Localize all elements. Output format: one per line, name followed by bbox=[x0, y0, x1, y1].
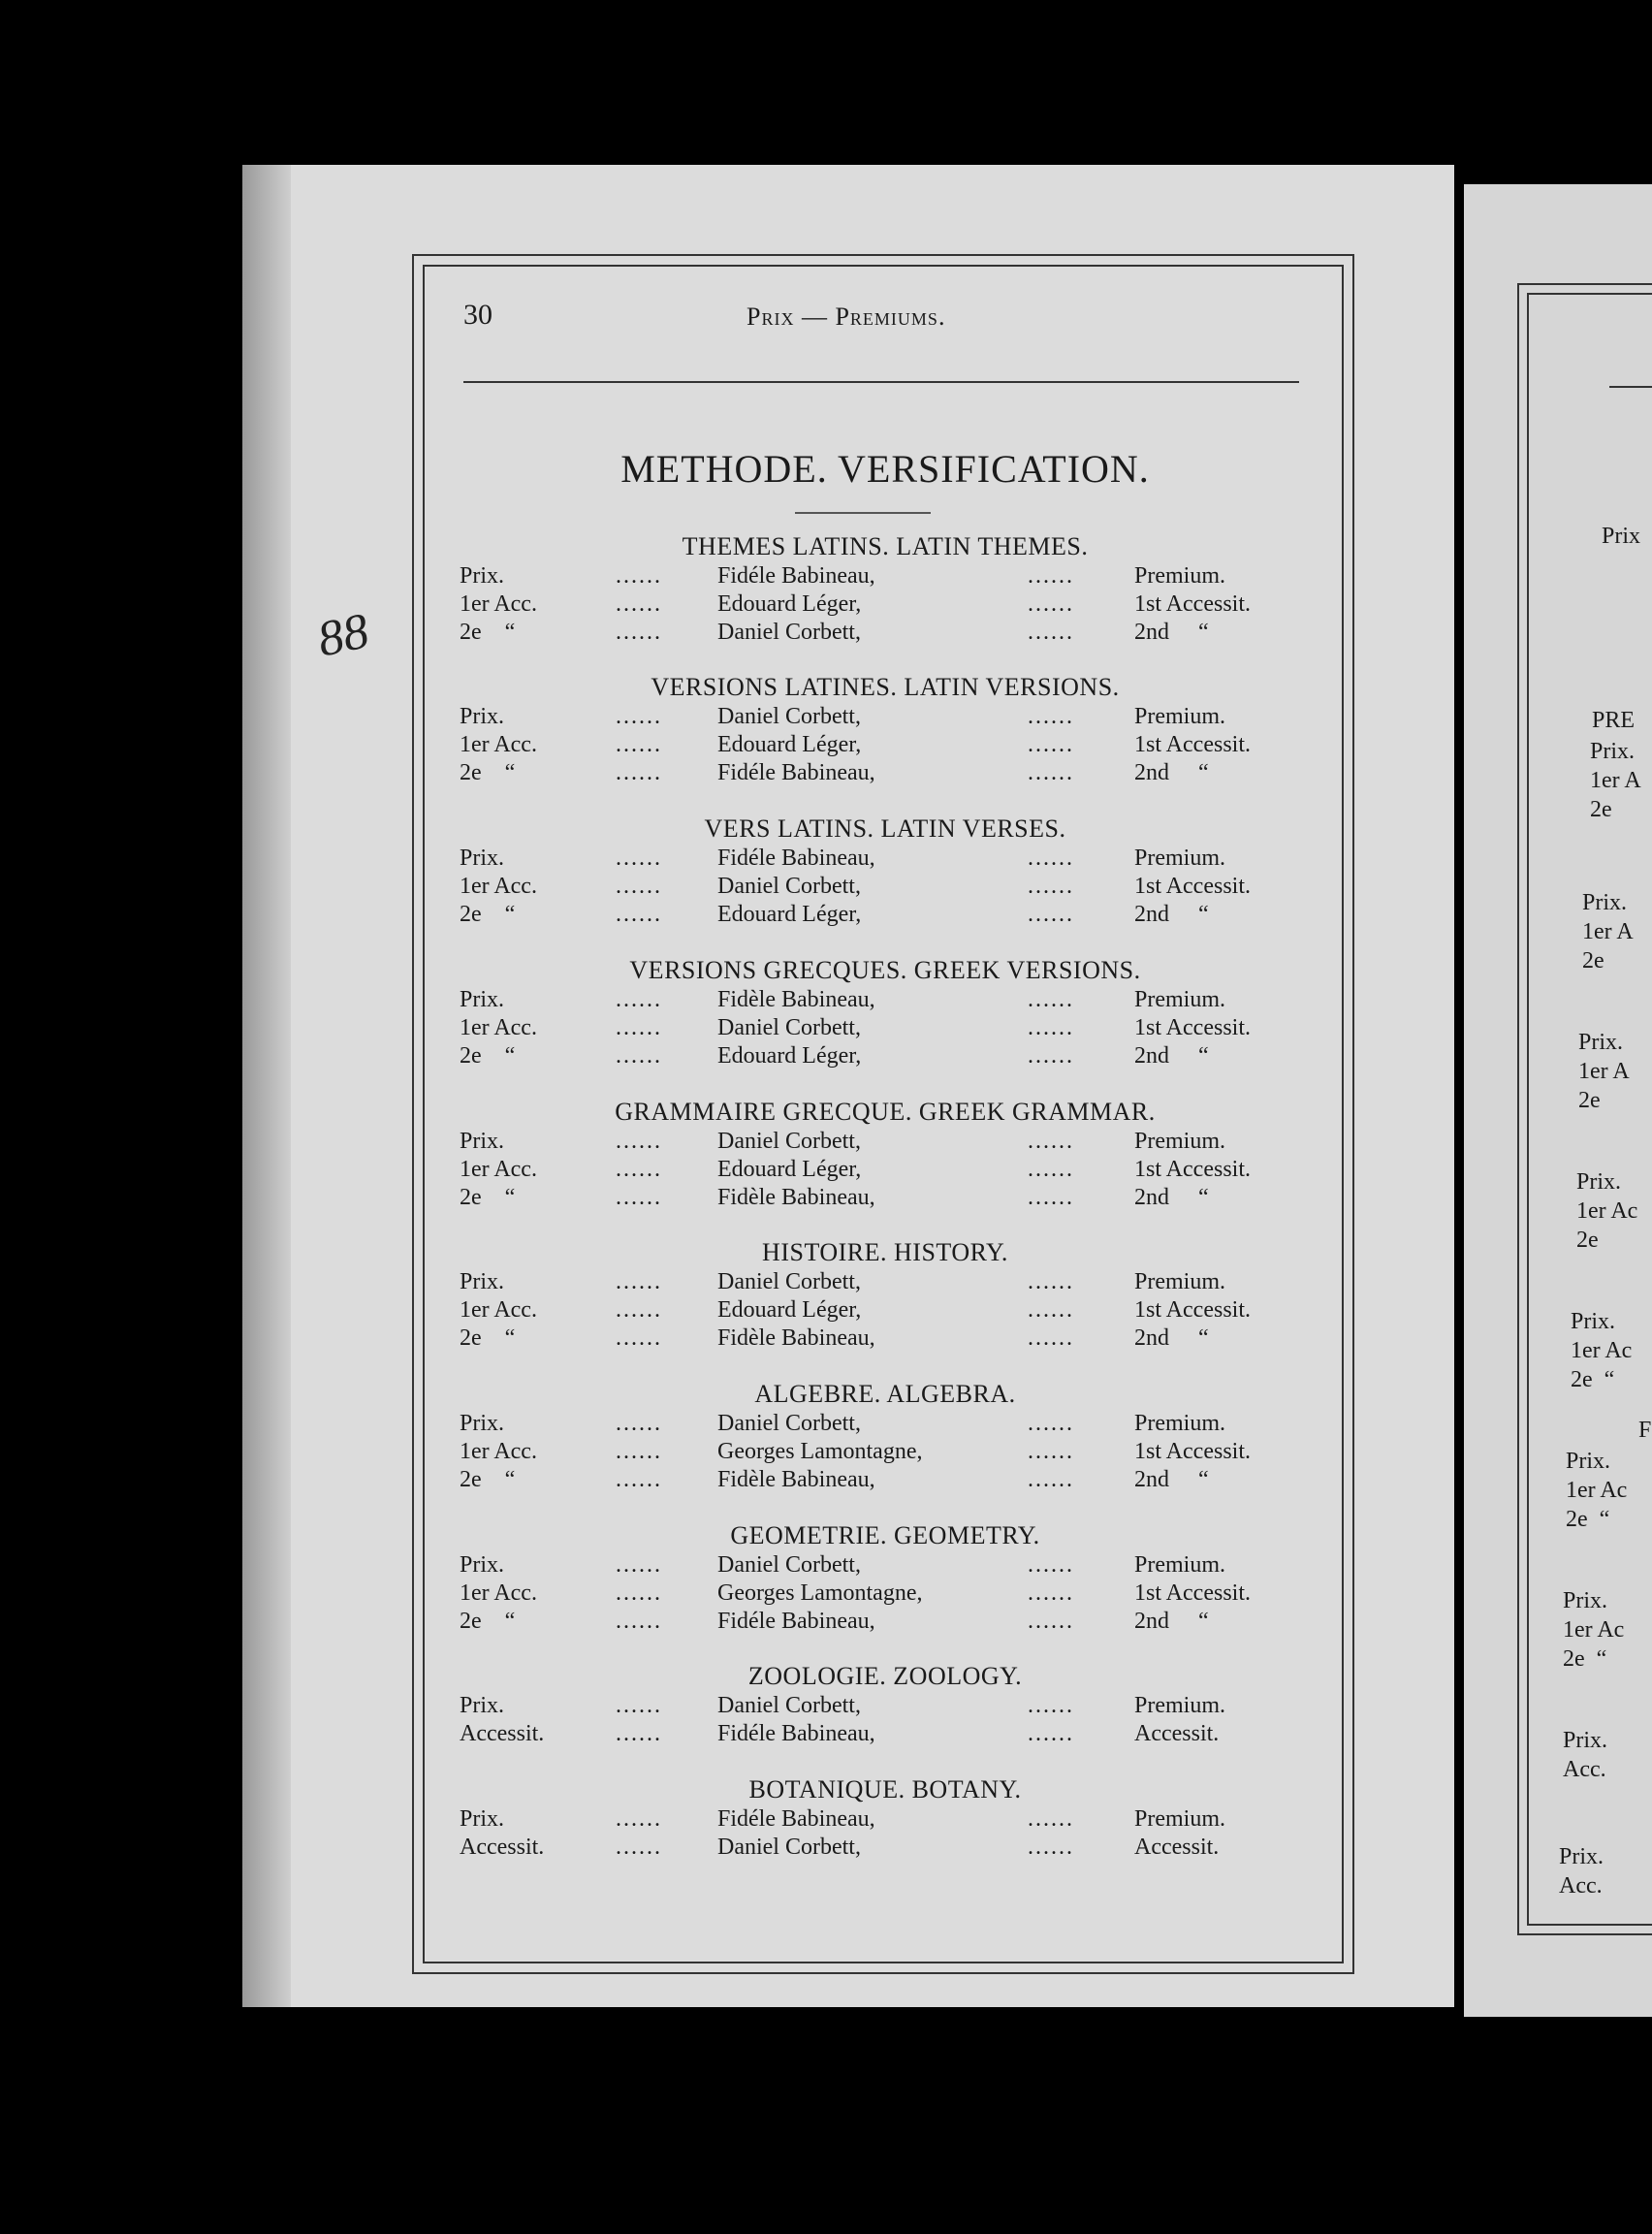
award-section bbox=[427, 814, 1344, 929]
award-en: 1st Accessit. bbox=[1134, 1439, 1251, 1464]
award-en: Premium. bbox=[1134, 563, 1225, 589]
student-name: Fidéle Babineau, bbox=[717, 1806, 875, 1832]
award-en: 1st Accessit. bbox=[1134, 1580, 1251, 1606]
leader-dots: ...... bbox=[1028, 1269, 1074, 1294]
leader-dots: ...... bbox=[616, 704, 662, 729]
award-row bbox=[427, 619, 1344, 647]
award-row bbox=[427, 1156, 1344, 1184]
student-name: Daniel Corbett, bbox=[717, 1269, 861, 1294]
facing-page-entry: Prix. bbox=[1563, 1728, 1608, 1753]
award-section bbox=[427, 955, 1344, 1070]
facing-page-entry: Prix. bbox=[1559, 1844, 1604, 1869]
facing-page-entry: Prix. bbox=[1571, 1309, 1616, 1334]
section-heading: ZOOLOGIE. ZOOLOGY. bbox=[747, 1662, 1023, 1690]
leader-dots: ...... bbox=[616, 1806, 662, 1832]
award-row bbox=[427, 1184, 1344, 1212]
award-row bbox=[427, 1014, 1344, 1042]
facing-page-entry: 2e “ bbox=[1563, 1646, 1607, 1672]
award-fr: 2e “ bbox=[460, 1325, 516, 1351]
section-heading: VERSIONS GRECQUES. GREEK VERSIONS. bbox=[629, 956, 1141, 984]
award-fr: Accessit. bbox=[460, 1835, 545, 1860]
student-name: Daniel Corbett, bbox=[717, 1552, 861, 1578]
award-en: 2nd “ bbox=[1134, 620, 1209, 645]
award-row bbox=[427, 562, 1344, 590]
leader-dots: ...... bbox=[616, 563, 662, 589]
award-en: 2nd “ bbox=[1134, 1609, 1209, 1634]
leader-dots: ...... bbox=[1028, 1806, 1074, 1832]
student-name: Fidéle Babineau, bbox=[717, 1609, 875, 1634]
award-fr: Prix. bbox=[460, 1552, 505, 1578]
facing-page-entry: 2e “ bbox=[1566, 1507, 1610, 1532]
award-fr: 2e “ bbox=[460, 1043, 516, 1069]
award-en: 1st Accessit. bbox=[1134, 874, 1251, 899]
award-row bbox=[427, 1805, 1344, 1834]
facing-page-entry: 2e bbox=[1578, 1088, 1601, 1113]
award-row bbox=[427, 590, 1344, 619]
leader-dots: ...... bbox=[1028, 1609, 1074, 1634]
running-head-separator: — bbox=[794, 303, 836, 331]
section-heading: ALGEBRE. ALGEBRA. bbox=[754, 1380, 1016, 1408]
award-section bbox=[427, 1097, 1344, 1212]
award-row bbox=[427, 1128, 1344, 1156]
leader-dots: ...... bbox=[616, 1693, 662, 1718]
leader-dots: ...... bbox=[1028, 1693, 1074, 1718]
facing-page-entry: Prix. bbox=[1563, 1588, 1608, 1613]
award-en: Accessit. bbox=[1134, 1721, 1220, 1746]
award-row bbox=[427, 1692, 1344, 1720]
facing-page-entry: Prix. bbox=[1582, 890, 1628, 915]
facing-page-entry: Acc. bbox=[1563, 1757, 1606, 1782]
leader-dots: ...... bbox=[616, 987, 662, 1012]
leader-dots: ...... bbox=[616, 1835, 662, 1860]
student-name: Daniel Corbett, bbox=[717, 1411, 861, 1436]
student-name: Daniel Corbett, bbox=[717, 1129, 861, 1154]
facing-page-entry: 1er A bbox=[1582, 919, 1634, 944]
facing-page-entry: 2e bbox=[1582, 948, 1604, 973]
leader-dots: ...... bbox=[616, 620, 662, 645]
leader-dots: ...... bbox=[616, 902, 662, 927]
page-number: 30 bbox=[463, 299, 492, 331]
award-row bbox=[427, 845, 1344, 873]
award-en: 1st Accessit. bbox=[1134, 1297, 1251, 1323]
award-fr: Prix. bbox=[460, 846, 505, 871]
award-row bbox=[427, 986, 1344, 1014]
leader-dots: ...... bbox=[616, 1552, 662, 1578]
student-name: Edouard Léger, bbox=[717, 1043, 862, 1069]
leader-dots: ...... bbox=[1028, 1439, 1074, 1464]
facing-page-entry: 1er Ac bbox=[1563, 1617, 1625, 1643]
award-fr: Prix. bbox=[460, 1411, 505, 1436]
award-en: Accessit. bbox=[1134, 1835, 1220, 1860]
facing-page-entry: F bbox=[1638, 1418, 1652, 1443]
student-name: Fidéle Babineau, bbox=[717, 563, 875, 589]
award-fr: Prix. bbox=[460, 1129, 505, 1154]
award-fr: 2e “ bbox=[460, 1609, 516, 1634]
facing-page-rule bbox=[1609, 386, 1652, 388]
student-name: Edouard Léger, bbox=[717, 1157, 862, 1182]
facing-page-entry: 1er Ac bbox=[1576, 1198, 1638, 1224]
title-rule bbox=[795, 512, 931, 514]
leader-dots: ...... bbox=[616, 1580, 662, 1606]
section-heading: GEOMETRIE. GEOMETRY. bbox=[730, 1521, 1040, 1549]
leader-dots: ...... bbox=[1028, 1043, 1074, 1069]
section-heading: GRAMMAIRE GRECQUE. GREEK GRAMMAR. bbox=[615, 1098, 1156, 1126]
leader-dots: ...... bbox=[1028, 1580, 1074, 1606]
award-en: Premium. bbox=[1134, 1269, 1225, 1294]
leader-dots: ...... bbox=[1028, 732, 1074, 757]
running-head bbox=[747, 303, 945, 332]
leader-dots: ...... bbox=[1028, 1297, 1074, 1323]
running-head-en: Premiums. bbox=[835, 303, 946, 331]
leader-dots: ...... bbox=[616, 1015, 662, 1040]
award-en: Premium. bbox=[1134, 846, 1225, 871]
header-rule bbox=[463, 381, 1299, 383]
award-en: Premium. bbox=[1134, 987, 1225, 1012]
award-section bbox=[427, 1520, 1344, 1636]
leader-dots: ...... bbox=[616, 1269, 662, 1294]
leader-dots: ...... bbox=[1028, 1467, 1074, 1492]
facing-page-entry: 1er Ac bbox=[1571, 1338, 1633, 1363]
award-fr: 1er Acc. bbox=[460, 591, 537, 617]
award-row bbox=[427, 1324, 1344, 1353]
student-name: Daniel Corbett, bbox=[717, 874, 861, 899]
leader-dots: ...... bbox=[616, 1325, 662, 1351]
student-name: Edouard Léger, bbox=[717, 902, 862, 927]
award-en: 2nd “ bbox=[1134, 1185, 1209, 1210]
award-section bbox=[427, 1237, 1344, 1353]
leader-dots: ...... bbox=[616, 1185, 662, 1210]
facing-page-entry: 2e “ bbox=[1571, 1367, 1615, 1392]
award-en: 2nd “ bbox=[1134, 1043, 1209, 1069]
facing-page-entry: Prix bbox=[1602, 524, 1641, 549]
leader-dots: ...... bbox=[616, 591, 662, 617]
student-name: Fidéle Babineau, bbox=[717, 1721, 875, 1746]
award-fr: 1er Acc. bbox=[460, 1157, 537, 1182]
award-section bbox=[427, 1661, 1344, 1748]
leader-dots: ...... bbox=[1028, 620, 1074, 645]
leader-dots: ...... bbox=[616, 1157, 662, 1182]
facing-page-entry: Prix. bbox=[1578, 1030, 1624, 1055]
award-row bbox=[427, 1042, 1344, 1070]
student-name: Daniel Corbett, bbox=[717, 704, 861, 729]
leader-dots: ...... bbox=[1028, 760, 1074, 785]
section-heading: HISTOIRE. HISTORY. bbox=[762, 1238, 1008, 1266]
student-name: Fidèle Babineau, bbox=[717, 1467, 875, 1492]
award-fr: 2e “ bbox=[460, 620, 516, 645]
leader-dots: ...... bbox=[1028, 902, 1074, 927]
award-row bbox=[427, 1720, 1344, 1748]
award-fr: Prix. bbox=[460, 1269, 505, 1294]
facing-page-entry: Acc. bbox=[1559, 1873, 1603, 1899]
award-fr: Accessit. bbox=[460, 1721, 545, 1746]
award-row bbox=[427, 1580, 1344, 1608]
running-head-fr: Prix bbox=[747, 303, 795, 331]
facing-page-entry: Prix. bbox=[1566, 1449, 1611, 1474]
award-section bbox=[427, 1379, 1344, 1494]
student-name: Fidéle Babineau, bbox=[717, 846, 875, 871]
leader-dots: ...... bbox=[1028, 1157, 1074, 1182]
facing-page-entry: 2e bbox=[1576, 1228, 1599, 1253]
section-heading: VERSIONS LATINES. LATIN VERSIONS. bbox=[651, 673, 1120, 701]
award-en: Premium. bbox=[1134, 1693, 1225, 1718]
leader-dots: ...... bbox=[1028, 704, 1074, 729]
award-row bbox=[427, 731, 1344, 759]
award-row bbox=[427, 759, 1344, 787]
award-fr: 2e “ bbox=[460, 902, 516, 927]
student-name: Daniel Corbett, bbox=[717, 620, 861, 645]
leader-dots: ...... bbox=[616, 1439, 662, 1464]
award-fr: Prix. bbox=[460, 1806, 505, 1832]
leader-dots: ...... bbox=[1028, 1552, 1074, 1578]
leader-dots: ...... bbox=[1028, 1015, 1074, 1040]
leader-dots: ...... bbox=[1028, 1411, 1074, 1436]
award-fr: Prix. bbox=[460, 704, 505, 729]
section-heading: BOTANIQUE. BOTANY. bbox=[748, 1775, 1022, 1803]
award-fr: Prix. bbox=[460, 987, 505, 1012]
award-row bbox=[427, 1834, 1344, 1862]
award-row bbox=[427, 1410, 1344, 1438]
facing-page-entry: 1er A bbox=[1590, 768, 1641, 793]
leader-dots: ...... bbox=[616, 1609, 662, 1634]
award-fr: 2e “ bbox=[460, 1185, 516, 1210]
award-en: 1st Accessit. bbox=[1134, 1157, 1251, 1182]
award-en: 2nd “ bbox=[1134, 902, 1209, 927]
page-edge bbox=[242, 165, 291, 2007]
student-name: Daniel Corbett, bbox=[717, 1835, 861, 1860]
margin-note: 88 bbox=[312, 603, 374, 668]
facing-page-entry: 2e bbox=[1590, 797, 1612, 822]
facing-page-entry: Prix. bbox=[1576, 1169, 1622, 1195]
award-row bbox=[427, 1296, 1344, 1324]
leader-dots: ...... bbox=[1028, 1721, 1074, 1746]
leader-dots: ...... bbox=[616, 1467, 662, 1492]
leader-dots: ...... bbox=[616, 760, 662, 785]
award-row bbox=[427, 1551, 1344, 1580]
leader-dots: ...... bbox=[616, 1411, 662, 1436]
award-row bbox=[427, 1608, 1344, 1636]
award-row bbox=[427, 873, 1344, 901]
student-name: Fidéle Babineau, bbox=[717, 760, 875, 785]
award-fr: 2e “ bbox=[460, 760, 516, 785]
student-name: Edouard Léger, bbox=[717, 732, 862, 757]
leader-dots: ...... bbox=[616, 1297, 662, 1323]
facing-page-entry: PRE bbox=[1592, 708, 1636, 733]
award-row bbox=[427, 703, 1344, 731]
leader-dots: ...... bbox=[1028, 1325, 1074, 1351]
leader-dots: ...... bbox=[1028, 1129, 1074, 1154]
award-en: 1st Accessit. bbox=[1134, 591, 1251, 617]
award-row bbox=[427, 1438, 1344, 1466]
award-fr: 1er Acc. bbox=[460, 1439, 537, 1464]
student-name: Fidèle Babineau, bbox=[717, 987, 875, 1012]
section-heading: THEMES LATINS. LATIN THEMES. bbox=[682, 532, 1089, 560]
facing-page-entry: 1er Ac bbox=[1566, 1478, 1628, 1503]
award-fr: Prix. bbox=[460, 1693, 505, 1718]
award-section bbox=[427, 531, 1344, 647]
award-fr: 1er Acc. bbox=[460, 874, 537, 899]
award-en: Premium. bbox=[1134, 1552, 1225, 1578]
facing-page-entry: 1er A bbox=[1578, 1059, 1630, 1084]
student-name: Daniel Corbett, bbox=[717, 1015, 861, 1040]
award-en: Premium. bbox=[1134, 704, 1225, 729]
award-en: 1st Accessit. bbox=[1134, 1015, 1251, 1040]
award-fr: 1er Acc. bbox=[460, 1297, 537, 1323]
award-en: 1st Accessit. bbox=[1134, 732, 1251, 757]
award-fr: 1er Acc. bbox=[460, 1015, 537, 1040]
section-heading: VERS LATINS. LATIN VERSES. bbox=[704, 814, 1066, 843]
facing-page-entry: Prix. bbox=[1590, 739, 1636, 764]
leader-dots: ...... bbox=[1028, 987, 1074, 1012]
award-en: Premium. bbox=[1134, 1806, 1225, 1832]
leader-dots: ...... bbox=[616, 1043, 662, 1069]
award-fr: 1er Acc. bbox=[460, 1580, 537, 1606]
student-name: Edouard Léger, bbox=[717, 1297, 862, 1323]
student-name: Georges Lamontagne, bbox=[717, 1439, 923, 1464]
award-en: 2nd “ bbox=[1134, 1325, 1209, 1351]
award-en: Premium. bbox=[1134, 1129, 1225, 1154]
award-fr: Prix. bbox=[460, 563, 505, 589]
award-en: 2nd “ bbox=[1134, 1467, 1209, 1492]
award-row bbox=[427, 1268, 1344, 1296]
leader-dots: ...... bbox=[1028, 1185, 1074, 1210]
student-name: Fidèle Babineau, bbox=[717, 1325, 875, 1351]
student-name: Edouard Léger, bbox=[717, 591, 862, 617]
leader-dots: ...... bbox=[1028, 846, 1074, 871]
award-en: Premium. bbox=[1134, 1411, 1225, 1436]
award-en: 2nd “ bbox=[1134, 760, 1209, 785]
page-title: METHODE. VERSIFICATION. bbox=[620, 447, 1150, 491]
award-row bbox=[427, 901, 1344, 929]
leader-dots: ...... bbox=[616, 1129, 662, 1154]
leader-dots: ...... bbox=[616, 1721, 662, 1746]
student-name: Daniel Corbett, bbox=[717, 1693, 861, 1718]
leader-dots: ...... bbox=[1028, 591, 1074, 617]
student-name: Georges Lamontagne, bbox=[717, 1580, 923, 1606]
award-fr: 1er Acc. bbox=[460, 732, 537, 757]
leader-dots: ...... bbox=[1028, 563, 1074, 589]
leader-dots: ...... bbox=[1028, 1835, 1074, 1860]
leader-dots: ...... bbox=[616, 874, 662, 899]
leader-dots: ...... bbox=[1028, 874, 1074, 899]
award-section bbox=[427, 672, 1344, 787]
leader-dots: ...... bbox=[616, 732, 662, 757]
leader-dots: ...... bbox=[616, 846, 662, 871]
student-name: Fidèle Babineau, bbox=[717, 1185, 875, 1210]
award-row bbox=[427, 1466, 1344, 1494]
award-section bbox=[427, 1774, 1344, 1862]
award-fr: 2e “ bbox=[460, 1467, 516, 1492]
